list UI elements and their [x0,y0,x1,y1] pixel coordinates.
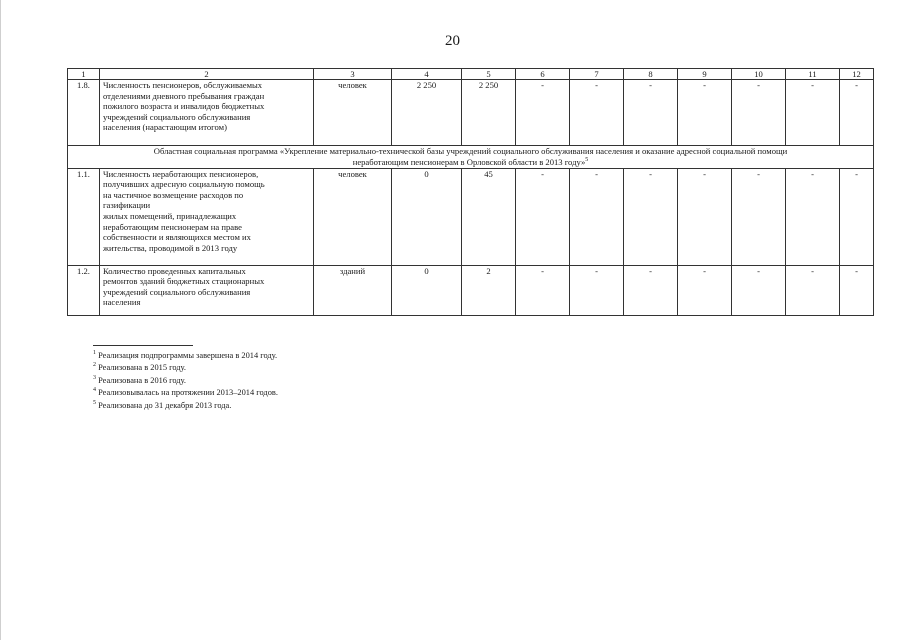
value-cell: - [678,168,732,265]
header-cell: 11 [786,69,840,80]
name-line: Численность неработающих пенсионеров, [103,168,259,179]
footnote: $^1$ Реализация подпрограммы завершена в 2014 году. [93,350,278,360]
header-cell: 8 [624,69,678,80]
header-cell: 5 [462,69,516,80]
indicator-table [67,68,874,316]
section-row [68,146,874,169]
value-cell: - [624,168,678,265]
section-line: Областная социальная программа «Укрепление материально-технической базы учреждений социального обслуживания населения и оказание адресной социальной помощи [153,146,788,156]
table-row [68,168,874,265]
header-cell: 6 [516,69,570,80]
unit-cell: человек [314,168,392,265]
row-number: 1.8. [68,80,100,146]
value-cell: 2 [462,265,516,315]
name-line: газификации [103,200,151,211]
section-title [68,146,874,169]
value-cell: - [732,168,786,265]
page-number: 20 [445,33,460,49]
footnote-divider [93,345,193,346]
name-line: населения [103,297,141,308]
value-cell: - [732,265,786,315]
header-cell: 12 [840,69,874,80]
value-cell: 2 250 [392,80,462,146]
value-cell: 2 250 [462,80,516,146]
value-cell: 0 [392,168,462,265]
table-row [68,80,874,146]
value-cell: - [516,265,570,315]
header-cell: 2 [100,69,314,80]
value-cell: - [570,80,624,146]
scan-edge [0,0,1,640]
value-cell: - [786,80,840,146]
value-cell: - [840,265,874,315]
name-line: на частичное возмещение расходов по [103,189,244,200]
column-number-row [68,69,874,80]
row-number: 1.1. [68,168,100,265]
footnote: $^5$ Реализована до 31 декабря 2013 года. [93,399,232,410]
value-cell: - [678,80,732,146]
indicator-name [100,80,314,146]
unit-cell: зданий [314,265,392,315]
row-number: 1.2. [68,265,100,315]
name-line: собственности и являющихся местом их [103,232,251,243]
value-cell: 0 [392,265,462,315]
name-line: учреждений социального обслуживания [103,111,251,122]
footnote: $^4$ Реализовывалась на протяжении 2013–2014 годов. [93,387,278,398]
value-cell: - [786,265,840,315]
unit-cell: человек [314,80,392,146]
value-cell: - [570,168,624,265]
value-cell: - [786,168,840,265]
footnote: $^3$ Реализована в 2016 году. [93,375,186,385]
name-line: населения (нарастающим итогом) [103,122,227,133]
name-line: неработающим пенсионерам на праве [103,221,242,232]
footnote: $^2$ Реализована в 2015 году. [93,362,186,373]
indicator-name [100,265,314,315]
value-cell: - [516,80,570,146]
value-cell: - [678,265,732,315]
value-cell: - [732,80,786,146]
name-line: жительства, проводимой в 2013 году [103,242,238,253]
name-line: пожилого возраста и инвалидов бюджетных [103,101,265,112]
indicator-name [100,168,314,265]
value-cell: - [624,265,678,315]
name-line: учреждений социального обслуживания [103,286,251,297]
header-cell: 3 [314,69,392,80]
name-line: Численность пенсионеров, обслуживаемых [103,80,263,90]
table-row [68,265,874,315]
name-line: ремонтов зданий бюджетных стационарных [103,276,265,287]
value-cell: - [516,168,570,265]
value-cell: - [570,265,624,315]
header-cell: 10 [732,69,786,80]
name-line: жилых помещений, принадлежащих [103,210,237,221]
name-line: отделениями дневного пребывания граждан [103,90,265,101]
value-cell: - [840,168,874,265]
name-line: Количество проведенных капитальных [103,265,246,276]
header-cell: 7 [570,69,624,80]
value-cell: - [624,80,678,146]
value-cell: 45 [462,168,516,265]
header-cell: 1 [68,69,100,80]
name-line: получивших адресную социальную помощь [103,179,265,190]
section-line: неработающим пенсионерам в Орловской области в 2013 году»$^5$ [352,156,589,167]
value-cell: - [840,80,874,146]
footnotes [93,350,278,412]
header-cell: 4 [392,69,462,80]
header-cell: 9 [678,69,732,80]
